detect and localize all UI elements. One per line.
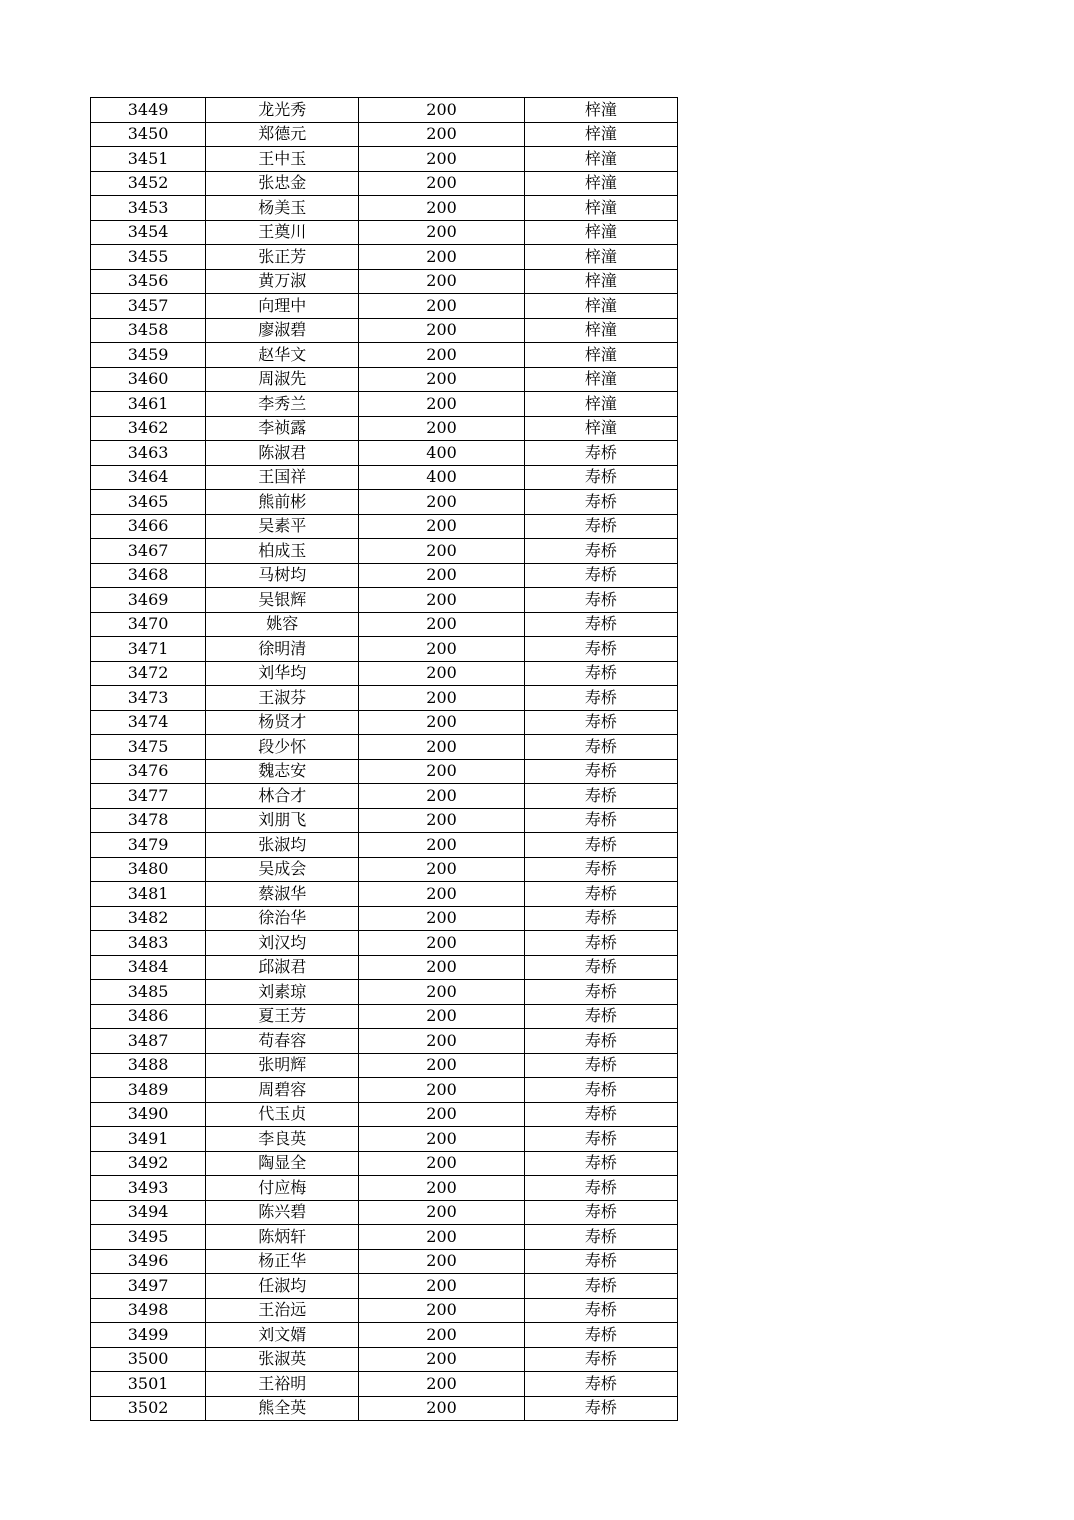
- town-cell: 寿桥: [524, 1176, 677, 1201]
- id-cell: 3477: [91, 784, 206, 809]
- name-cell: 张淑英: [206, 1347, 359, 1372]
- amount-cell: 200: [359, 147, 524, 172]
- name-cell: 王奠川: [206, 220, 359, 245]
- id-cell: 3465: [91, 490, 206, 515]
- id-cell: 3490: [91, 1102, 206, 1127]
- amount-cell: 200: [359, 1176, 524, 1201]
- amount-cell: 200: [359, 906, 524, 931]
- name-cell: 郑德元: [206, 122, 359, 147]
- table-row: [91, 318, 678, 343]
- table-row: [91, 294, 678, 319]
- id-cell: 3452: [91, 171, 206, 196]
- id-cell: 3483: [91, 931, 206, 956]
- table-row: [91, 1249, 678, 1274]
- town-cell: 寿桥: [524, 637, 677, 662]
- table-row: [91, 98, 678, 123]
- id-cell: 3468: [91, 563, 206, 588]
- table-row: [91, 857, 678, 882]
- id-cell: 3478: [91, 808, 206, 833]
- id-cell: 3497: [91, 1274, 206, 1299]
- id-cell: 3474: [91, 710, 206, 735]
- name-cell: 段少怀: [206, 735, 359, 760]
- name-cell: 张明辉: [206, 1053, 359, 1078]
- amount-cell: 200: [359, 759, 524, 784]
- name-cell: 陶显全: [206, 1151, 359, 1176]
- town-cell: 寿桥: [524, 1029, 677, 1054]
- id-cell: 3470: [91, 612, 206, 637]
- amount-cell: 200: [359, 196, 524, 221]
- amount-cell: 200: [359, 612, 524, 637]
- town-cell: 寿桥: [524, 882, 677, 907]
- amount-cell: 200: [359, 1029, 524, 1054]
- town-cell: 梓潼: [524, 196, 677, 221]
- town-cell: 寿桥: [524, 514, 677, 539]
- table-row: [91, 441, 678, 466]
- name-cell: 付应梅: [206, 1176, 359, 1201]
- name-cell: 吴银辉: [206, 588, 359, 613]
- table-row: [91, 343, 678, 368]
- table-row: [91, 1372, 678, 1397]
- name-cell: 任淑均: [206, 1274, 359, 1299]
- id-cell: 3467: [91, 539, 206, 564]
- town-cell: 梓潼: [524, 318, 677, 343]
- table-row: [91, 465, 678, 490]
- amount-cell: 200: [359, 931, 524, 956]
- id-cell: 3486: [91, 1004, 206, 1029]
- table-row: [91, 612, 678, 637]
- town-cell: 寿桥: [524, 980, 677, 1005]
- amount-cell: 200: [359, 1249, 524, 1274]
- id-cell: 3476: [91, 759, 206, 784]
- amount-cell: 200: [359, 563, 524, 588]
- id-cell: 3459: [91, 343, 206, 368]
- town-cell: 寿桥: [524, 857, 677, 882]
- table-row: [91, 1004, 678, 1029]
- id-cell: 3482: [91, 906, 206, 931]
- id-cell: 3501: [91, 1372, 206, 1397]
- amount-cell: 200: [359, 882, 524, 907]
- id-cell: 3494: [91, 1200, 206, 1225]
- table-row: [91, 588, 678, 613]
- table-row: [91, 1127, 678, 1152]
- name-cell: 吴素平: [206, 514, 359, 539]
- name-cell: 杨美玉: [206, 196, 359, 221]
- town-cell: 寿桥: [524, 808, 677, 833]
- table-row: [91, 833, 678, 858]
- town-cell: 寿桥: [524, 1323, 677, 1348]
- id-cell: 3466: [91, 514, 206, 539]
- id-cell: 3469: [91, 588, 206, 613]
- name-cell: 陈兴碧: [206, 1200, 359, 1225]
- name-cell: 李良英: [206, 1127, 359, 1152]
- table-row: [91, 931, 678, 956]
- table-row: [91, 196, 678, 221]
- amount-cell: 200: [359, 490, 524, 515]
- amount-cell: 200: [359, 220, 524, 245]
- id-cell: 3471: [91, 637, 206, 662]
- town-cell: 寿桥: [524, 686, 677, 711]
- town-cell: 梓潼: [524, 416, 677, 441]
- id-cell: 3451: [91, 147, 206, 172]
- id-cell: 3475: [91, 735, 206, 760]
- name-cell: 刘华均: [206, 661, 359, 686]
- town-cell: 寿桥: [524, 465, 677, 490]
- table-row: [91, 686, 678, 711]
- name-cell: 王治远: [206, 1298, 359, 1323]
- table-row: [91, 1200, 678, 1225]
- amount-cell: 200: [359, 269, 524, 294]
- table-row: [91, 1225, 678, 1250]
- name-cell: 熊全英: [206, 1396, 359, 1421]
- id-cell: 3500: [91, 1347, 206, 1372]
- table-row: [91, 882, 678, 907]
- table-row: [91, 906, 678, 931]
- amount-cell: 200: [359, 1102, 524, 1127]
- id-cell: 3498: [91, 1298, 206, 1323]
- table-row: [91, 220, 678, 245]
- table-row: [91, 122, 678, 147]
- amount-cell: 200: [359, 171, 524, 196]
- name-cell: 陈炳轩: [206, 1225, 359, 1250]
- town-cell: 寿桥: [524, 1372, 677, 1397]
- id-cell: 3454: [91, 220, 206, 245]
- name-cell: 黄万淑: [206, 269, 359, 294]
- name-cell: 吴成会: [206, 857, 359, 882]
- name-cell: 柏成玉: [206, 539, 359, 564]
- table-row: [91, 1078, 678, 1103]
- id-cell: 3495: [91, 1225, 206, 1250]
- data-table: [90, 97, 678, 1421]
- amount-cell: 200: [359, 1151, 524, 1176]
- amount-cell: 200: [359, 539, 524, 564]
- table-row: [91, 490, 678, 515]
- amount-cell: 200: [359, 1225, 524, 1250]
- table-row: [91, 1347, 678, 1372]
- table-row: [91, 392, 678, 417]
- town-cell: 寿桥: [524, 784, 677, 809]
- name-cell: 李秀兰: [206, 392, 359, 417]
- name-cell: 熊前彬: [206, 490, 359, 515]
- id-cell: 3491: [91, 1127, 206, 1152]
- amount-cell: 200: [359, 1004, 524, 1029]
- id-cell: 3496: [91, 1249, 206, 1274]
- table-row: [91, 245, 678, 270]
- id-cell: 3493: [91, 1176, 206, 1201]
- id-cell: 3473: [91, 686, 206, 711]
- name-cell: 蔡淑华: [206, 882, 359, 907]
- table-row: [91, 416, 678, 441]
- table-row: [91, 637, 678, 662]
- town-cell: 寿桥: [524, 1078, 677, 1103]
- town-cell: 寿桥: [524, 955, 677, 980]
- amount-cell: 200: [359, 735, 524, 760]
- name-cell: 刘文婿: [206, 1323, 359, 1348]
- amount-cell: 200: [359, 980, 524, 1005]
- id-cell: 3460: [91, 367, 206, 392]
- name-cell: 张淑均: [206, 833, 359, 858]
- amount-cell: 200: [359, 1298, 524, 1323]
- name-cell: 杨贤才: [206, 710, 359, 735]
- id-cell: 3455: [91, 245, 206, 270]
- amount-cell: 200: [359, 318, 524, 343]
- amount-cell: 200: [359, 367, 524, 392]
- table-row: [91, 1323, 678, 1348]
- name-cell: 苟春容: [206, 1029, 359, 1054]
- table-row: [91, 171, 678, 196]
- id-cell: 3462: [91, 416, 206, 441]
- town-cell: 寿桥: [524, 735, 677, 760]
- town-cell: 梓潼: [524, 171, 677, 196]
- town-cell: 寿桥: [524, 1249, 677, 1274]
- amount-cell: 200: [359, 1372, 524, 1397]
- name-cell: 代玉贞: [206, 1102, 359, 1127]
- amount-cell: 200: [359, 1323, 524, 1348]
- amount-cell: 200: [359, 1347, 524, 1372]
- amount-cell: 200: [359, 808, 524, 833]
- table-row: [91, 1102, 678, 1127]
- name-cell: 姚容: [206, 612, 359, 637]
- amount-cell: 200: [359, 710, 524, 735]
- id-cell: 3450: [91, 122, 206, 147]
- town-cell: 梓潼: [524, 294, 677, 319]
- amount-cell: 200: [359, 392, 524, 417]
- table-row: [91, 1176, 678, 1201]
- amount-cell: 200: [359, 588, 524, 613]
- town-cell: 寿桥: [524, 612, 677, 637]
- town-cell: 寿桥: [524, 1200, 677, 1225]
- id-cell: 3499: [91, 1323, 206, 1348]
- name-cell: 林合才: [206, 784, 359, 809]
- town-cell: 寿桥: [524, 539, 677, 564]
- table-row: [91, 710, 678, 735]
- id-cell: 3472: [91, 661, 206, 686]
- town-cell: 寿桥: [524, 906, 677, 931]
- town-cell: 寿桥: [524, 833, 677, 858]
- amount-cell: 200: [359, 784, 524, 809]
- table-row: [91, 1396, 678, 1421]
- name-cell: 陈淑君: [206, 441, 359, 466]
- name-cell: 刘素琼: [206, 980, 359, 1005]
- town-cell: 寿桥: [524, 490, 677, 515]
- table-row: [91, 661, 678, 686]
- town-cell: 寿桥: [524, 1053, 677, 1078]
- town-cell: 寿桥: [524, 1127, 677, 1152]
- table-row: [91, 759, 678, 784]
- amount-cell: 200: [359, 833, 524, 858]
- town-cell: 梓潼: [524, 147, 677, 172]
- amount-cell: 400: [359, 441, 524, 466]
- town-cell: 寿桥: [524, 1396, 677, 1421]
- town-cell: 寿桥: [524, 1347, 677, 1372]
- table-body: [91, 98, 678, 1421]
- name-cell: 邱淑君: [206, 955, 359, 980]
- name-cell: 王中玉: [206, 147, 359, 172]
- id-cell: 3485: [91, 980, 206, 1005]
- town-cell: 寿桥: [524, 1102, 677, 1127]
- amount-cell: 200: [359, 294, 524, 319]
- name-cell: 马树均: [206, 563, 359, 588]
- town-cell: 梓潼: [524, 245, 677, 270]
- amount-cell: 200: [359, 514, 524, 539]
- name-cell: 周碧容: [206, 1078, 359, 1103]
- town-cell: 寿桥: [524, 1151, 677, 1176]
- table-row: [91, 808, 678, 833]
- table-row: [91, 1151, 678, 1176]
- name-cell: 刘朋飞: [206, 808, 359, 833]
- name-cell: 龙光秀: [206, 98, 359, 123]
- table-row: [91, 784, 678, 809]
- id-cell: 3479: [91, 833, 206, 858]
- town-cell: 梓潼: [524, 392, 677, 417]
- amount-cell: 200: [359, 637, 524, 662]
- id-cell: 3492: [91, 1151, 206, 1176]
- amount-cell: 200: [359, 661, 524, 686]
- name-cell: 徐明清: [206, 637, 359, 662]
- table-row: [91, 367, 678, 392]
- town-cell: 寿桥: [524, 441, 677, 466]
- amount-cell: 200: [359, 1127, 524, 1152]
- town-cell: 寿桥: [524, 588, 677, 613]
- id-cell: 3487: [91, 1029, 206, 1054]
- town-cell: 寿桥: [524, 710, 677, 735]
- amount-cell: 200: [359, 1396, 524, 1421]
- name-cell: 李祯露: [206, 416, 359, 441]
- name-cell: 魏志安: [206, 759, 359, 784]
- amount-cell: 200: [359, 1053, 524, 1078]
- name-cell: 赵华文: [206, 343, 359, 368]
- id-cell: 3464: [91, 465, 206, 490]
- id-cell: 3453: [91, 196, 206, 221]
- name-cell: 王国祥: [206, 465, 359, 490]
- name-cell: 张忠金: [206, 171, 359, 196]
- name-cell: 刘汉均: [206, 931, 359, 956]
- table-row: [91, 1274, 678, 1299]
- amount-cell: 200: [359, 686, 524, 711]
- town-cell: 梓潼: [524, 367, 677, 392]
- id-cell: 3449: [91, 98, 206, 123]
- table-row: [91, 539, 678, 564]
- town-cell: 寿桥: [524, 1004, 677, 1029]
- id-cell: 3488: [91, 1053, 206, 1078]
- table-row: [91, 269, 678, 294]
- id-cell: 3502: [91, 1396, 206, 1421]
- amount-cell: 200: [359, 1078, 524, 1103]
- town-cell: 梓潼: [524, 98, 677, 123]
- id-cell: 3484: [91, 955, 206, 980]
- table-row: [91, 955, 678, 980]
- amount-cell: 200: [359, 416, 524, 441]
- name-cell: 夏王芳: [206, 1004, 359, 1029]
- id-cell: 3463: [91, 441, 206, 466]
- id-cell: 3461: [91, 392, 206, 417]
- town-cell: 梓潼: [524, 269, 677, 294]
- amount-cell: 200: [359, 122, 524, 147]
- town-cell: 梓潼: [524, 343, 677, 368]
- amount-cell: 200: [359, 343, 524, 368]
- id-cell: 3480: [91, 857, 206, 882]
- table-row: [91, 1298, 678, 1323]
- town-cell: 寿桥: [524, 1225, 677, 1250]
- name-cell: 周淑先: [206, 367, 359, 392]
- table-row: [91, 514, 678, 539]
- table-row: [91, 147, 678, 172]
- town-cell: 寿桥: [524, 661, 677, 686]
- amount-cell: 200: [359, 245, 524, 270]
- name-cell: 向理中: [206, 294, 359, 319]
- table-row: [91, 1029, 678, 1054]
- table-row: [91, 1053, 678, 1078]
- town-cell: 寿桥: [524, 931, 677, 956]
- amount-cell: 200: [359, 98, 524, 123]
- name-cell: 张正芳: [206, 245, 359, 270]
- name-cell: 廖淑碧: [206, 318, 359, 343]
- table-row: [91, 735, 678, 760]
- town-cell: 寿桥: [524, 759, 677, 784]
- amount-cell: 200: [359, 1274, 524, 1299]
- table-row: [91, 563, 678, 588]
- town-cell: 寿桥: [524, 1298, 677, 1323]
- amount-cell: 200: [359, 955, 524, 980]
- amount-cell: 200: [359, 857, 524, 882]
- table-row: [91, 980, 678, 1005]
- town-cell: 寿桥: [524, 563, 677, 588]
- id-cell: 3489: [91, 1078, 206, 1103]
- name-cell: 王裕明: [206, 1372, 359, 1397]
- amount-cell: 200: [359, 1200, 524, 1225]
- town-cell: 梓潼: [524, 220, 677, 245]
- id-cell: 3456: [91, 269, 206, 294]
- town-cell: 寿桥: [524, 1274, 677, 1299]
- id-cell: 3457: [91, 294, 206, 319]
- name-cell: 杨正华: [206, 1249, 359, 1274]
- town-cell: 梓潼: [524, 122, 677, 147]
- id-cell: 3458: [91, 318, 206, 343]
- id-cell: 3481: [91, 882, 206, 907]
- amount-cell: 400: [359, 465, 524, 490]
- name-cell: 王淑芬: [206, 686, 359, 711]
- name-cell: 徐治华: [206, 906, 359, 931]
